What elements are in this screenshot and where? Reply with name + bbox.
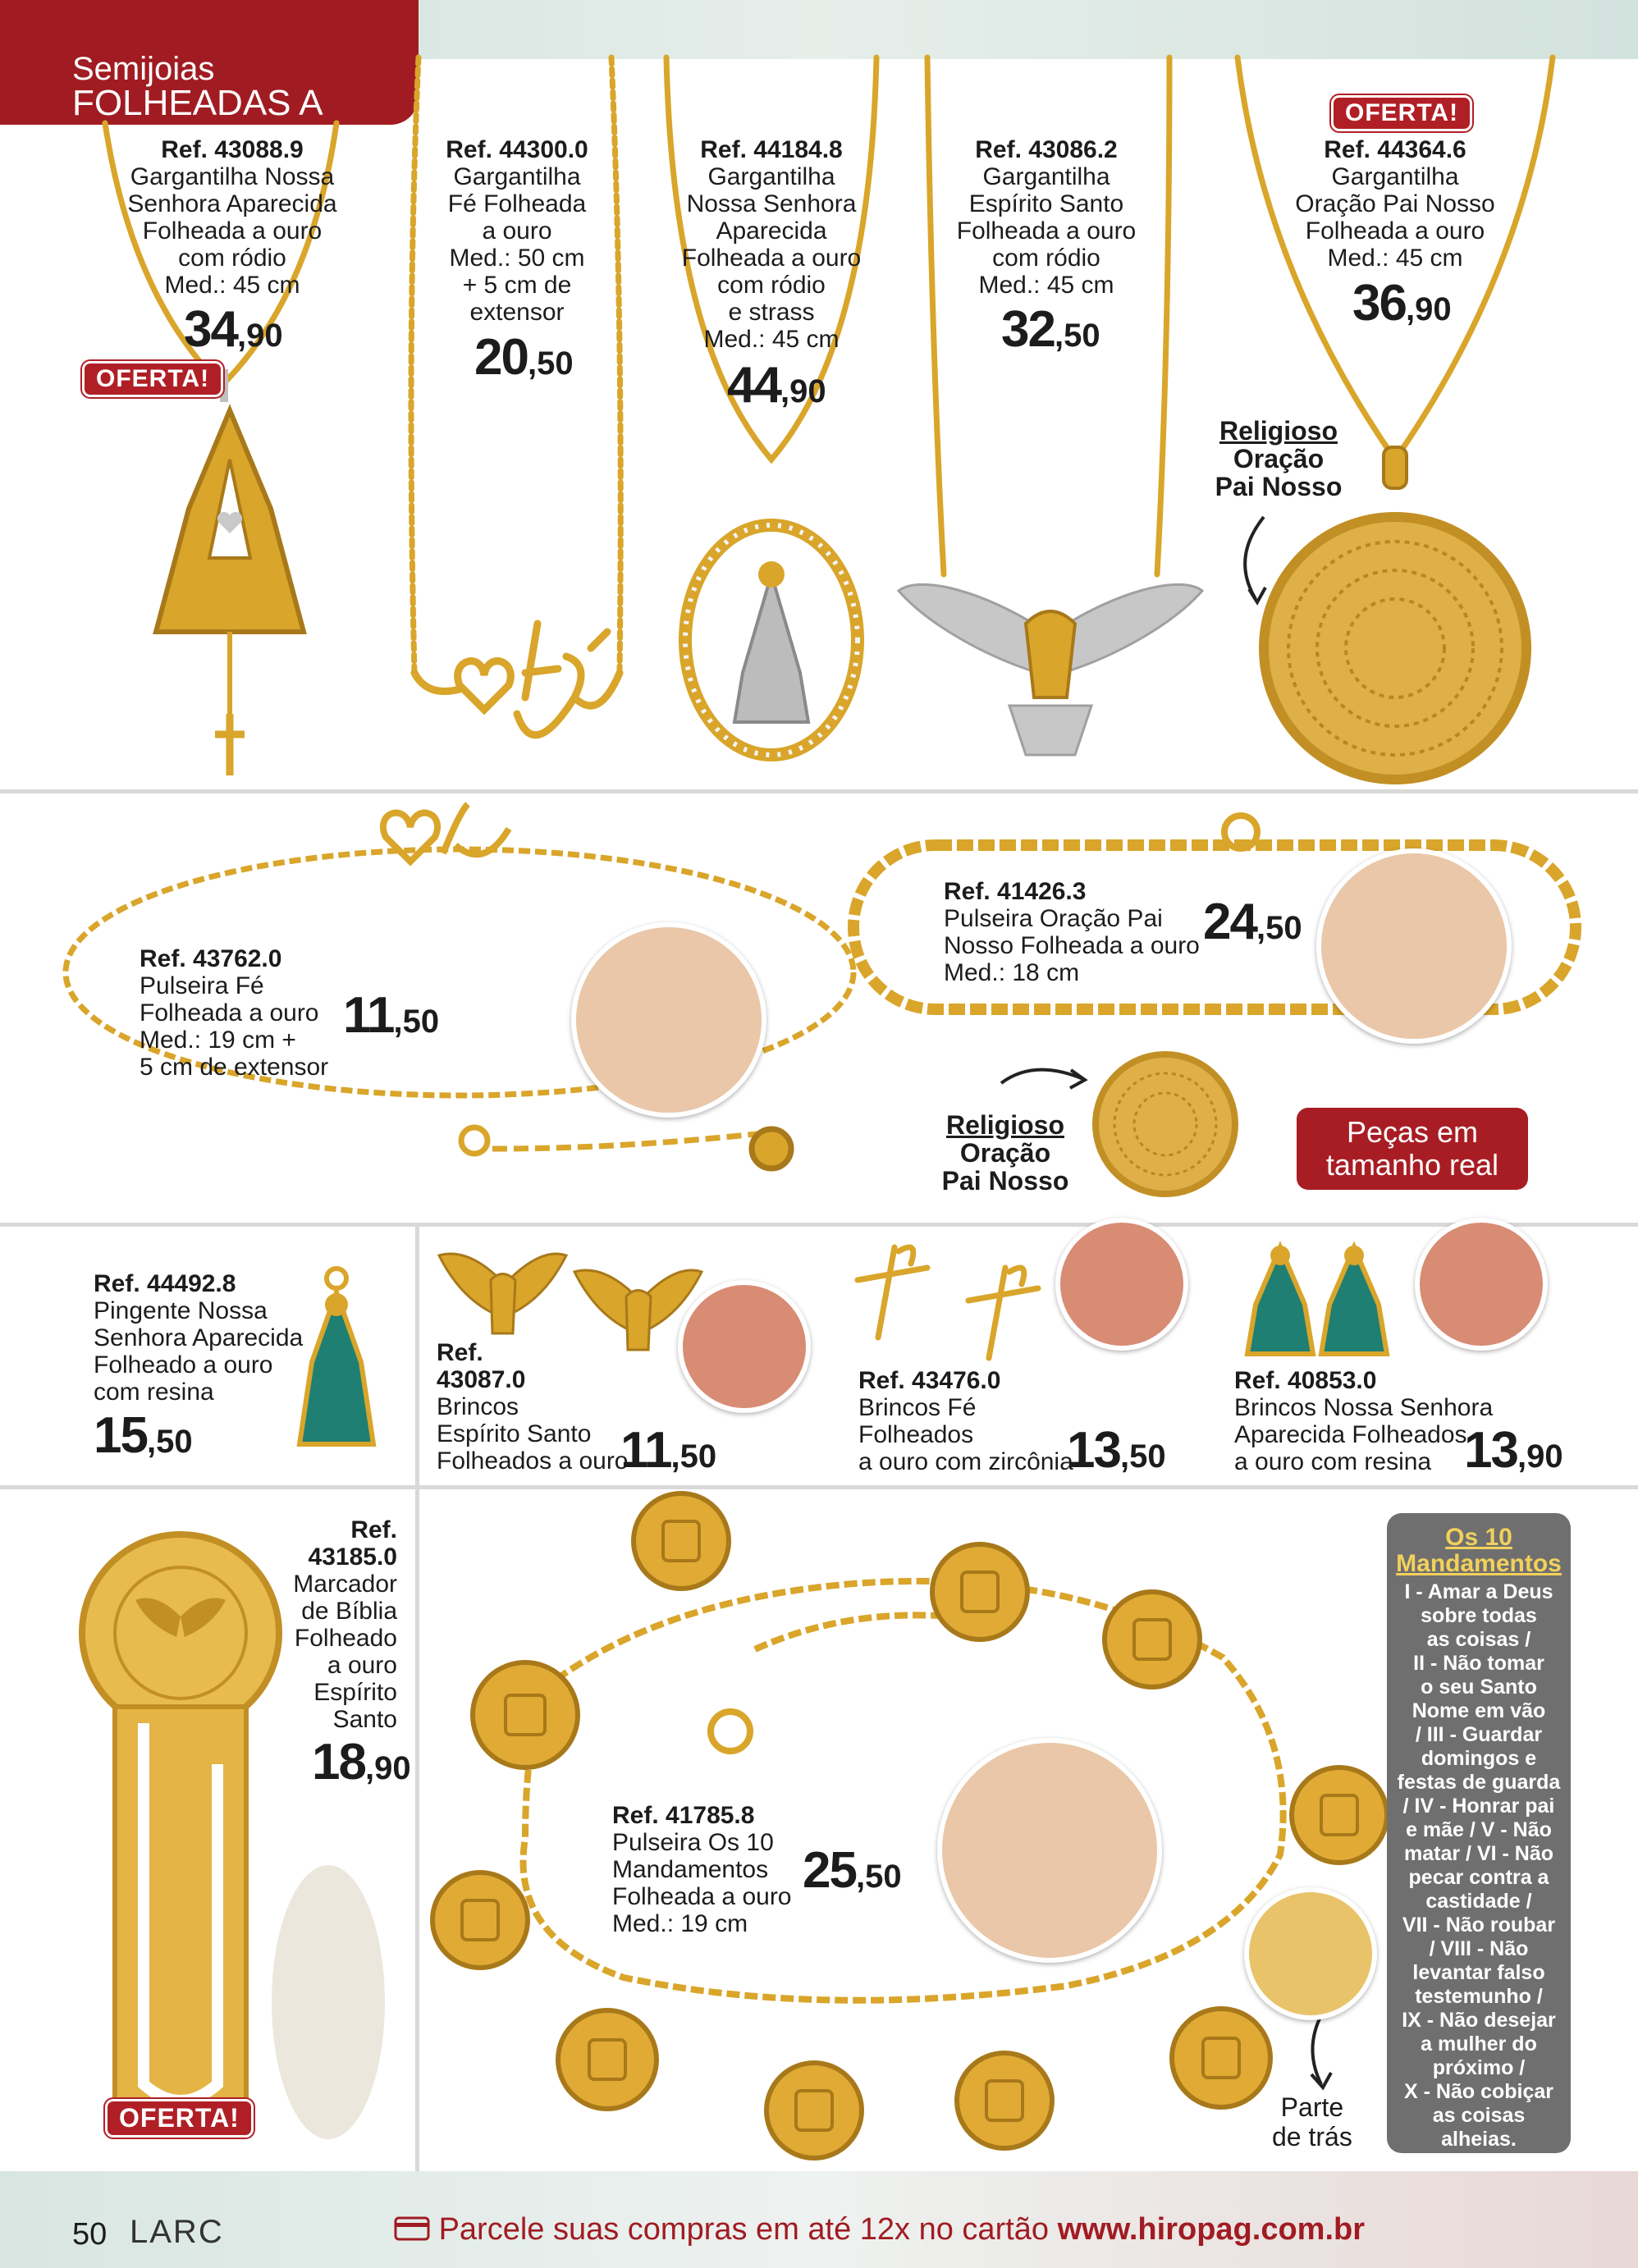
product-line: com resina (94, 1379, 214, 1406)
product-price: 11,50 (620, 1422, 717, 1479)
product-line: Gargantilha Nossa (130, 163, 335, 190)
product-price: 34,90 (184, 301, 283, 358)
bracelet-on-wrist-photo (571, 922, 766, 1118)
product-line: Gargantilha (1331, 163, 1459, 190)
product-ref: Ref. (437, 1339, 483, 1366)
product-ref: Ref. 43762.0 (140, 945, 282, 972)
product-line: 5 cm de extensor (140, 1054, 329, 1081)
product-40853-0 (1234, 1367, 1493, 1475)
product-line: Med.: 45 cm (164, 272, 300, 299)
product-line: Marcador (293, 1571, 397, 1598)
product-line: Aparecida Folheados (1234, 1421, 1467, 1448)
product-ref: 43087.0 (437, 1366, 526, 1393)
bookmark-espirito-santo-icon (82, 1534, 279, 2133)
product-44300-0 (427, 136, 607, 326)
product-line: a ouro (327, 1652, 397, 1679)
mandamentos-body: I - Amar a Deus sobre todas as coisas / II - Não tomar o seu Santo Nome em vão / III - Guardar domingos e festas de guarda / IV - Honrar pai e mãe / V - Não matar / VI - Não pecar contra a castidade / VII - Não roubar / VIII - Não levantar falso testemunho / IX - Não desejar a mulher do próximo / X - Não cobiçar as coisas alheias. (1397, 1580, 1561, 2151)
product-line: com ródio (717, 272, 826, 299)
product-price: 36,90 (1352, 275, 1452, 332)
product-43185-0 (271, 1516, 397, 1733)
product-line: Espírito Santo (437, 1420, 592, 1447)
product-line: Senhora Aparecida (94, 1324, 304, 1351)
product-line: Folheado a ouro (94, 1351, 273, 1379)
bookmark-in-bible-photo (269, 1863, 387, 2142)
product-line: a ouro com resina (1234, 1448, 1432, 1475)
product-line: Espírito Santo (968, 190, 1124, 217)
product-price: 25,50 (803, 1842, 902, 1899)
medal-pai-nosso-icon (1096, 1054, 1235, 1194)
earring-dove-icon (439, 1254, 702, 1350)
product-ref: Ref. 44492.8 (94, 1270, 236, 1297)
earring-worn-photo (1055, 1218, 1188, 1351)
product-line: Gargantilha (453, 163, 581, 190)
brand-logo: LARC (130, 2214, 224, 2250)
pecas-tamanho-real-badge: Peças em tamanho real (1297, 1108, 1528, 1190)
earring-aparecida-icon (1247, 1246, 1387, 1354)
bracelet-on-wrist-photo (1316, 848, 1512, 1044)
product-line: Aparecida (716, 217, 827, 245)
banner-line1: Semijoias (72, 51, 215, 87)
bracelet-mandamentos-worn-photo (937, 1738, 1162, 1963)
product-line: Pulseira Fé (140, 972, 264, 999)
product-line: Folheado (294, 1625, 397, 1652)
credit-card-icon (394, 2215, 430, 2242)
product-43476-0 (858, 1367, 1073, 1475)
product-ref: Ref. 43086.2 (975, 136, 1118, 163)
pendant-fe-icon (414, 624, 620, 735)
product-44364-6 (1288, 136, 1502, 272)
product-line: extensor (469, 299, 565, 326)
charm-tablet-icon (462, 1521, 1357, 2130)
earring-fe-icon (858, 1247, 1038, 1358)
product-line: Folheada a ouro (1305, 217, 1485, 245)
banner-line2: FOLHEADAS A OURO (72, 83, 322, 162)
product-line: Folheada a ouro (956, 217, 1137, 245)
page-number: 50 (72, 2217, 108, 2252)
parcele-text: Parcele suas compras em até 12x no cartão (438, 2212, 1058, 2247)
product-ref: Ref. 44184.8 (700, 136, 843, 163)
product-ref: Ref. 43476.0 (858, 1367, 1001, 1394)
product-line: Fé Folheada (447, 190, 587, 217)
product-ref: Ref. 44300.0 (446, 136, 588, 163)
product-price: 32,50 (1001, 301, 1100, 358)
product-line: Folheada a ouro (140, 999, 319, 1027)
product-line: Nossa Senhora (686, 190, 857, 217)
product-line: e strass (728, 299, 815, 326)
product-line: Med.: 19 cm (612, 1910, 748, 1937)
product-ref: Ref. 41426.3 (944, 878, 1087, 905)
charm-medal-icon (432, 1493, 1387, 2158)
mandamentos-box (1387, 1513, 1571, 2153)
product-line: a ouro (482, 217, 552, 245)
product-ref: Ref. 41785.8 (612, 1802, 755, 1829)
product-line: Folheada a ouro (142, 217, 323, 245)
product-line: com ródio (178, 245, 286, 272)
product-price: 24,50 (1203, 894, 1302, 950)
pendant-espirito-santo-icon (899, 584, 1202, 755)
product-ref: 43185.0 (308, 1543, 397, 1571)
product-43087-0 (437, 1339, 629, 1475)
parte-de-tras-label: Parte de trás (1272, 2092, 1352, 2151)
charm-back-photo (1244, 1887, 1377, 2020)
product-price: 18,90 (312, 1734, 411, 1790)
religioso-label: Religioso Oração Pai Nosso (941, 1110, 1069, 1196)
product-line: Folheados a ouro (437, 1447, 629, 1475)
product-line: Med.: 45 cm (978, 272, 1114, 299)
product-line: Pingente Nossa (94, 1297, 268, 1324)
product-ref: Ref. 44364.6 (1324, 136, 1466, 163)
product-price: 44,90 (727, 357, 826, 414)
oferta-badge: OFERTA! (82, 361, 223, 397)
mandamentos-title: Os 10 (1445, 1524, 1512, 1551)
product-ref: Ref. (350, 1516, 397, 1543)
product-ref: Ref. 40853.0 (1234, 1367, 1377, 1394)
product-price: 11,50 (343, 987, 440, 1044)
divider (0, 1485, 1638, 1489)
product-41785-8 (612, 1802, 792, 1937)
product-line: Med.: 50 cm (449, 245, 585, 272)
product-line: Nosso Folheada a ouro (944, 932, 1200, 959)
product-price: 13,50 (1067, 1422, 1166, 1479)
parcele-message (394, 2212, 1365, 2247)
product-line: Oração Pai Nosso (1295, 190, 1495, 217)
product-line: a ouro com zircônia (858, 1448, 1073, 1475)
product-price: 13,90 (1464, 1422, 1563, 1479)
product-line: Brincos Fé (858, 1394, 977, 1421)
oferta-badge: OFERTA! (105, 2099, 254, 2138)
product-line: de Bíblia (301, 1598, 397, 1625)
oferta-badge: OFERTA! (1331, 95, 1472, 131)
product-line: Brincos (437, 1393, 519, 1420)
product-line: + 5 cm de (462, 272, 572, 299)
site-link[interactable]: www.hiropag.com.br (1057, 2212, 1366, 2247)
product-line: Pulseira Os 10 (612, 1829, 774, 1856)
pendant-aparecida-oval-icon (685, 525, 858, 755)
product-line: Pulseira Oração Pai (944, 905, 1163, 932)
product-line: Folheada a ouro (681, 245, 862, 272)
mandamentos-title: Mandamentos (1396, 1550, 1562, 1577)
product-line: Brincos Nossa Senhora (1234, 1394, 1494, 1421)
product-line: Espírito (313, 1679, 397, 1706)
product-ref: Ref. 43088.9 (161, 136, 304, 163)
product-line: Med.: 19 cm + (140, 1027, 296, 1054)
product-line: Folheada a ouro (612, 1883, 792, 1910)
product-line: com ródio (992, 245, 1100, 272)
product-44184-8 (681, 136, 862, 353)
product-44492-8 (94, 1270, 303, 1406)
product-line: Gargantilha (982, 163, 1110, 190)
earring-worn-photo (678, 1280, 811, 1413)
pendant-nossa-senhora-icon (156, 369, 304, 775)
product-line: Santo (332, 1706, 397, 1733)
product-43762-0 (140, 945, 328, 1081)
product-line: Med.: 45 cm (703, 326, 840, 353)
product-43088-9 (121, 136, 343, 299)
product-43086-2 (952, 136, 1141, 299)
religioso-label: Religioso Oração Pai Nosso (1215, 416, 1343, 501)
product-line: Folheados (858, 1421, 974, 1448)
product-41426-3 (944, 878, 1200, 986)
pendant-aparecida-resina-icon (300, 1269, 373, 1444)
earring-worn-photo (1415, 1218, 1548, 1351)
divider (0, 789, 1638, 793)
divider (0, 1223, 1638, 1227)
product-line: Gargantilha (707, 163, 835, 190)
product-line: Senhora Aparecida (127, 190, 337, 217)
product-price: 20,50 (474, 329, 574, 386)
product-line: Med.: 18 cm (944, 959, 1080, 986)
product-line: Med.: 45 cm (1327, 245, 1463, 272)
product-price: 15,50 (94, 1407, 193, 1464)
product-line: Mandamentos (612, 1856, 769, 1883)
